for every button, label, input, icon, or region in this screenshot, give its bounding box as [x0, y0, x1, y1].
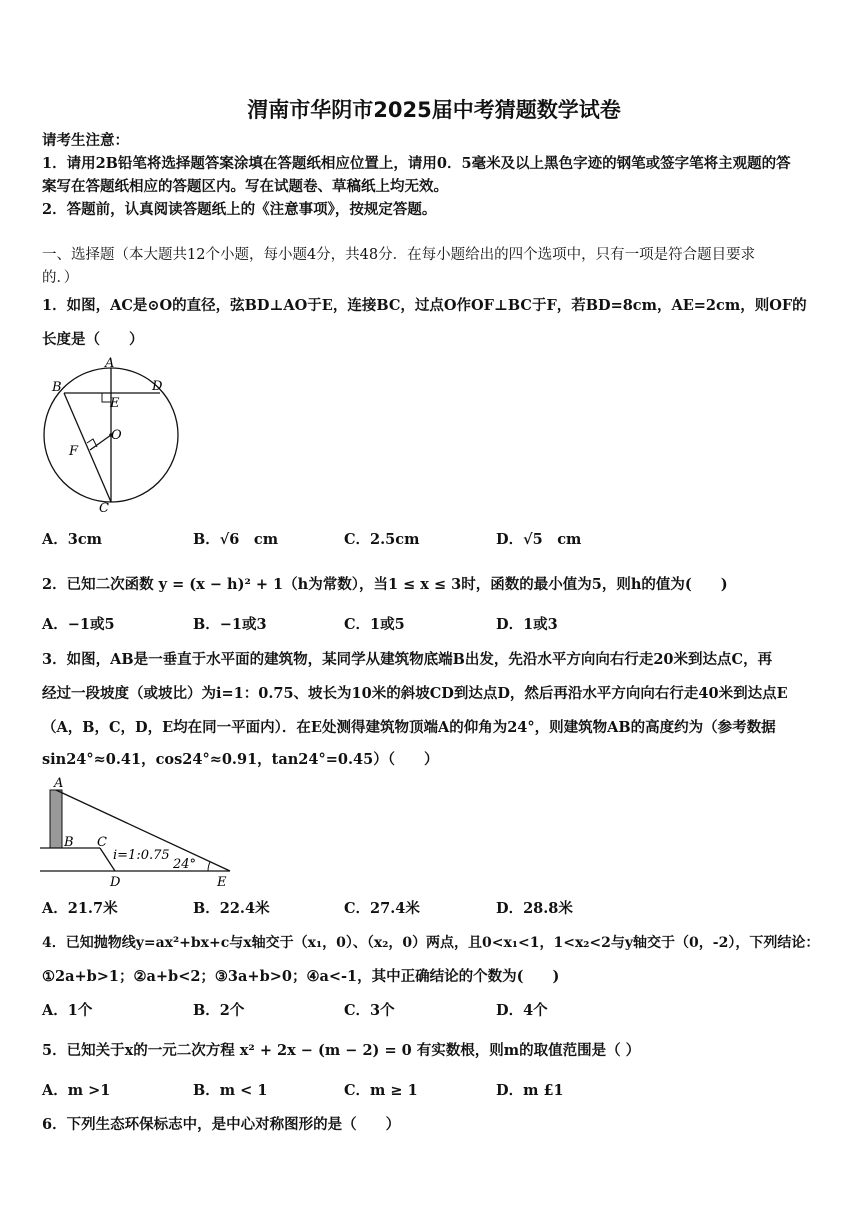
- q1-label-e: E: [110, 396, 120, 411]
- q2-line1: 2．已知二次函数 y = (x − h)² + 1（h为常数），当1 ≤ x ≤ 3时，函数的最小值为5，则h的值为( ): [42, 576, 728, 593]
- q3-slope-label: i=1:0.75: [113, 848, 170, 863]
- q3-line2: 经过一段坡度（或坡比）为i=1：0.75、坡长为10米的斜坡CD到达点D，然后再沿水平方向向右行走40米到达点E: [42, 685, 788, 702]
- q1-option-c[interactable]: C．2.5cm: [344, 531, 420, 548]
- q1-line2: 长度是（ ）: [42, 331, 144, 348]
- q3-building-ab: [50, 790, 62, 848]
- q1-line-of: [90, 435, 111, 450]
- q3-option-c[interactable]: C．27.4米: [344, 900, 420, 917]
- q1-option-a[interactable]: A．3cm: [42, 531, 103, 548]
- q5-line1: 5．已知关于x的一元二次方程 x² + 2x − (m − 2) = 0 有实数根，则m的取值范围是（ ）: [42, 1042, 641, 1059]
- q3-line3: （A，B，C，D，E均在同一平面内）．在E处测得建筑物顶端A的仰角为24°，则建筑物AB的高度约为（参考数据: [42, 719, 776, 736]
- q1-option-d[interactable]: D．√5 cm: [496, 531, 582, 548]
- q4-option-b[interactable]: B．2个: [193, 1002, 245, 1019]
- q1-line1: 1．如图，AC是⊙O的直径，弦BD⊥AO于E，连接BC，过点O作OF⊥BC于F，若BD=8cm，AE=2cm，则OF的: [42, 297, 807, 314]
- q3-option-a[interactable]: A．21.7米: [42, 900, 118, 917]
- q1-option-b[interactable]: B．√6 cm: [193, 531, 279, 548]
- q3-option-d[interactable]: D．28.8米: [496, 900, 573, 917]
- q1-label-b: B: [52, 380, 62, 395]
- q4-line1: 4．已知抛物线y=ax²+bx+c与x轴交于（x₁，0）、（x₂，0）两点，且0<x₁<1，1<x₂<2与y轴交于（0，-2），下列结论：: [42, 935, 820, 951]
- q6-line1: 6．下列生态环保标志中，是中心对称图形的是（ ）: [42, 1116, 401, 1133]
- q1-label-a: A: [105, 356, 115, 371]
- q1-label-c: C: [99, 501, 109, 516]
- q1-label-o: O: [111, 428, 122, 443]
- q4-option-c[interactable]: C．3个: [344, 1002, 395, 1019]
- q5-option-a[interactable]: A．m >1: [42, 1082, 111, 1099]
- q5-option-c[interactable]: C．m ≥ 1: [344, 1082, 418, 1099]
- notice-item1-line1: 1．请用2B铅笔将选择题答案涂填在答题纸相应位置上，请用0．5毫米及以上黑色字迹的钢笔或签字笔将主观题的答: [42, 155, 791, 172]
- q3-label-b: B: [64, 835, 74, 850]
- notice-item2: 2．答题前，认真阅读答题纸上的《注意事项》，按规定答题。: [42, 201, 437, 218]
- q3-option-b[interactable]: B．22.4米: [193, 900, 270, 917]
- section1-line2: 的．）: [42, 270, 79, 286]
- q2-option-d[interactable]: D．1或3: [496, 616, 558, 633]
- notice-heading: 请考生注意：: [42, 132, 129, 149]
- q3-building-figure: [40, 775, 240, 890]
- q2-option-c[interactable]: C．1或5: [344, 616, 405, 633]
- q1-circle-figure: [40, 355, 190, 515]
- q2-option-b[interactable]: B．−1或3: [193, 616, 267, 633]
- q3-line1: 3．如图，AB是一垂直于水平面的建筑物，某同学从建筑物底端B出发，先沿水平方向向右行走20米到达点C，再: [42, 651, 773, 668]
- q4-option-a[interactable]: A．1个: [42, 1002, 93, 1019]
- section1-line1: 一、选择题（本大题共12个小题，每小题4分，共48分．在每小题给出的四个选项中，只有一项是符合题目要求: [42, 247, 756, 263]
- q3-angle-label: 24°: [173, 857, 197, 872]
- q5-option-d[interactable]: D．m £1: [496, 1082, 564, 1099]
- q3-label-c: C: [97, 835, 107, 850]
- q3-angle-arc: [208, 862, 210, 871]
- q1-label-d: D: [152, 379, 163, 394]
- notice-item1-line2: 案写在答题纸相应的答题区内。写在试题卷、草稿纸上均无效。: [42, 178, 448, 195]
- q3-label-e: E: [217, 875, 227, 890]
- page-title: 渭南市华阴市2025届中考猜题数学试卷: [247, 98, 621, 122]
- q5-option-b[interactable]: B．m < 1: [193, 1082, 268, 1099]
- q3-label-a: A: [54, 776, 64, 791]
- q4-option-d[interactable]: D．4个: [496, 1002, 548, 1019]
- q3-label-d: D: [110, 875, 121, 890]
- q3-line4: sin24°≈0.41，cos24°≈0.91，tan24°=0.45）（ ）: [42, 751, 439, 768]
- q2-option-a[interactable]: A．−1或5: [42, 616, 115, 633]
- q4-line2: ①2a+b>1；②a+b<2；③3a+b>0；④a<-1，其中正确结论的个数为( ): [42, 968, 560, 985]
- q1-label-f: F: [69, 444, 79, 459]
